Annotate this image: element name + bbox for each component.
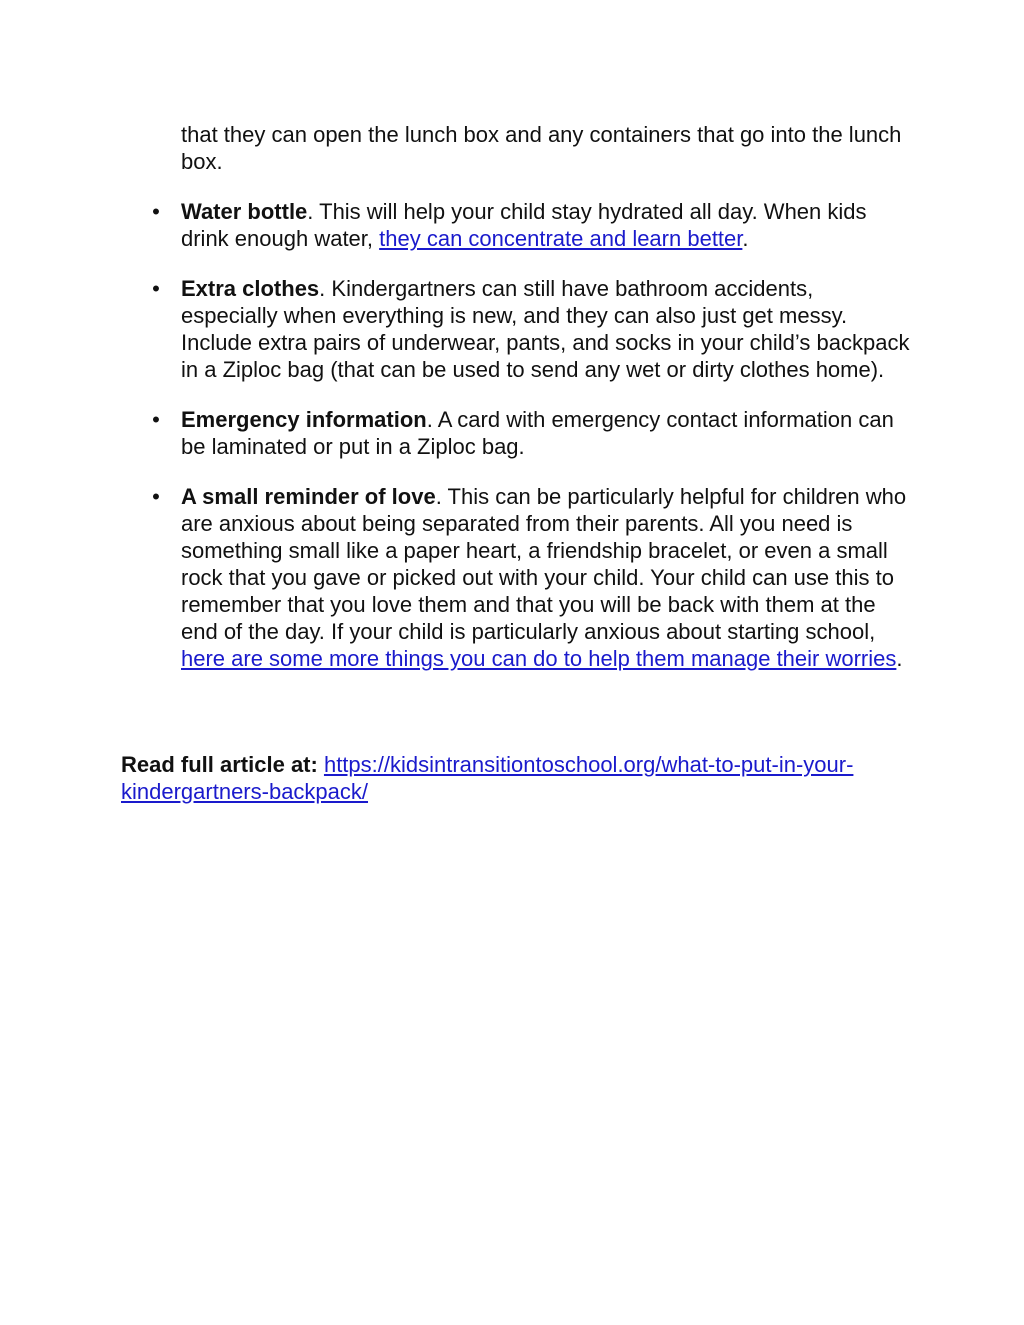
item-text: . This will help your child stay hydrated all day. When kids drink enough water,: [181, 199, 867, 251]
read-full-article: [121, 751, 911, 805]
continuation-paragraph: that they can open the lunch box and any containers that go into the lunch box.: [181, 122, 902, 174]
footer-label: Read full article at:: [121, 752, 324, 777]
article-url-link[interactable]: https://kidsintransitiontoschool.org/what-to-put-in-your-kindergartners-backpack/: [121, 752, 854, 804]
manage-worries-link[interactable]: here are some more things you can do to help them manage their worries: [181, 646, 897, 671]
item-text: . Kindergartners can still have bathroom accidents, especially when everything is new, and they can also just get messy. Include extra pairs of underwear, pants, and socks in your child’s backpack in a Ziploc bag (that can be used to send any wet or dirty clothes home).: [181, 276, 910, 382]
item-text-end: .: [742, 226, 749, 251]
bullet-icon: •: [152, 407, 160, 432]
bullet-icon: •: [152, 199, 160, 224]
list-item-emergency-information: [0, 406, 911, 460]
bullet-list: [0, 198, 1024, 695]
bullet-icon: •: [152, 276, 160, 301]
concentrate-learn-link[interactable]: they can concentrate and learn better: [379, 226, 743, 251]
item-title: Emergency information: [181, 407, 427, 432]
item-text: . A card with emergency contact information can be laminated or put in a Ziploc bag.: [181, 407, 894, 459]
item-title: A small reminder of love: [181, 484, 436, 509]
list-item-extra-clothes: [0, 275, 911, 383]
item-text-end: .: [896, 646, 903, 671]
item-title: Water bottle: [181, 199, 308, 224]
bullet-icon: •: [152, 484, 160, 509]
item-title: Extra clothes: [181, 276, 320, 301]
item-text: . This can be particularly helpful for children who are anxious about being separated from their parents. All you need is something small like a paper heart, a friendship bracelet, or even a small rock that you gave or picked out with your child. Your child can use this to remember that you love them and that you will be back with them at the end of the day. If your child is particularly anxious about starting school,: [181, 484, 907, 644]
list-item-reminder-of-love: [0, 483, 911, 672]
list-item-water-bottle: [0, 198, 911, 252]
